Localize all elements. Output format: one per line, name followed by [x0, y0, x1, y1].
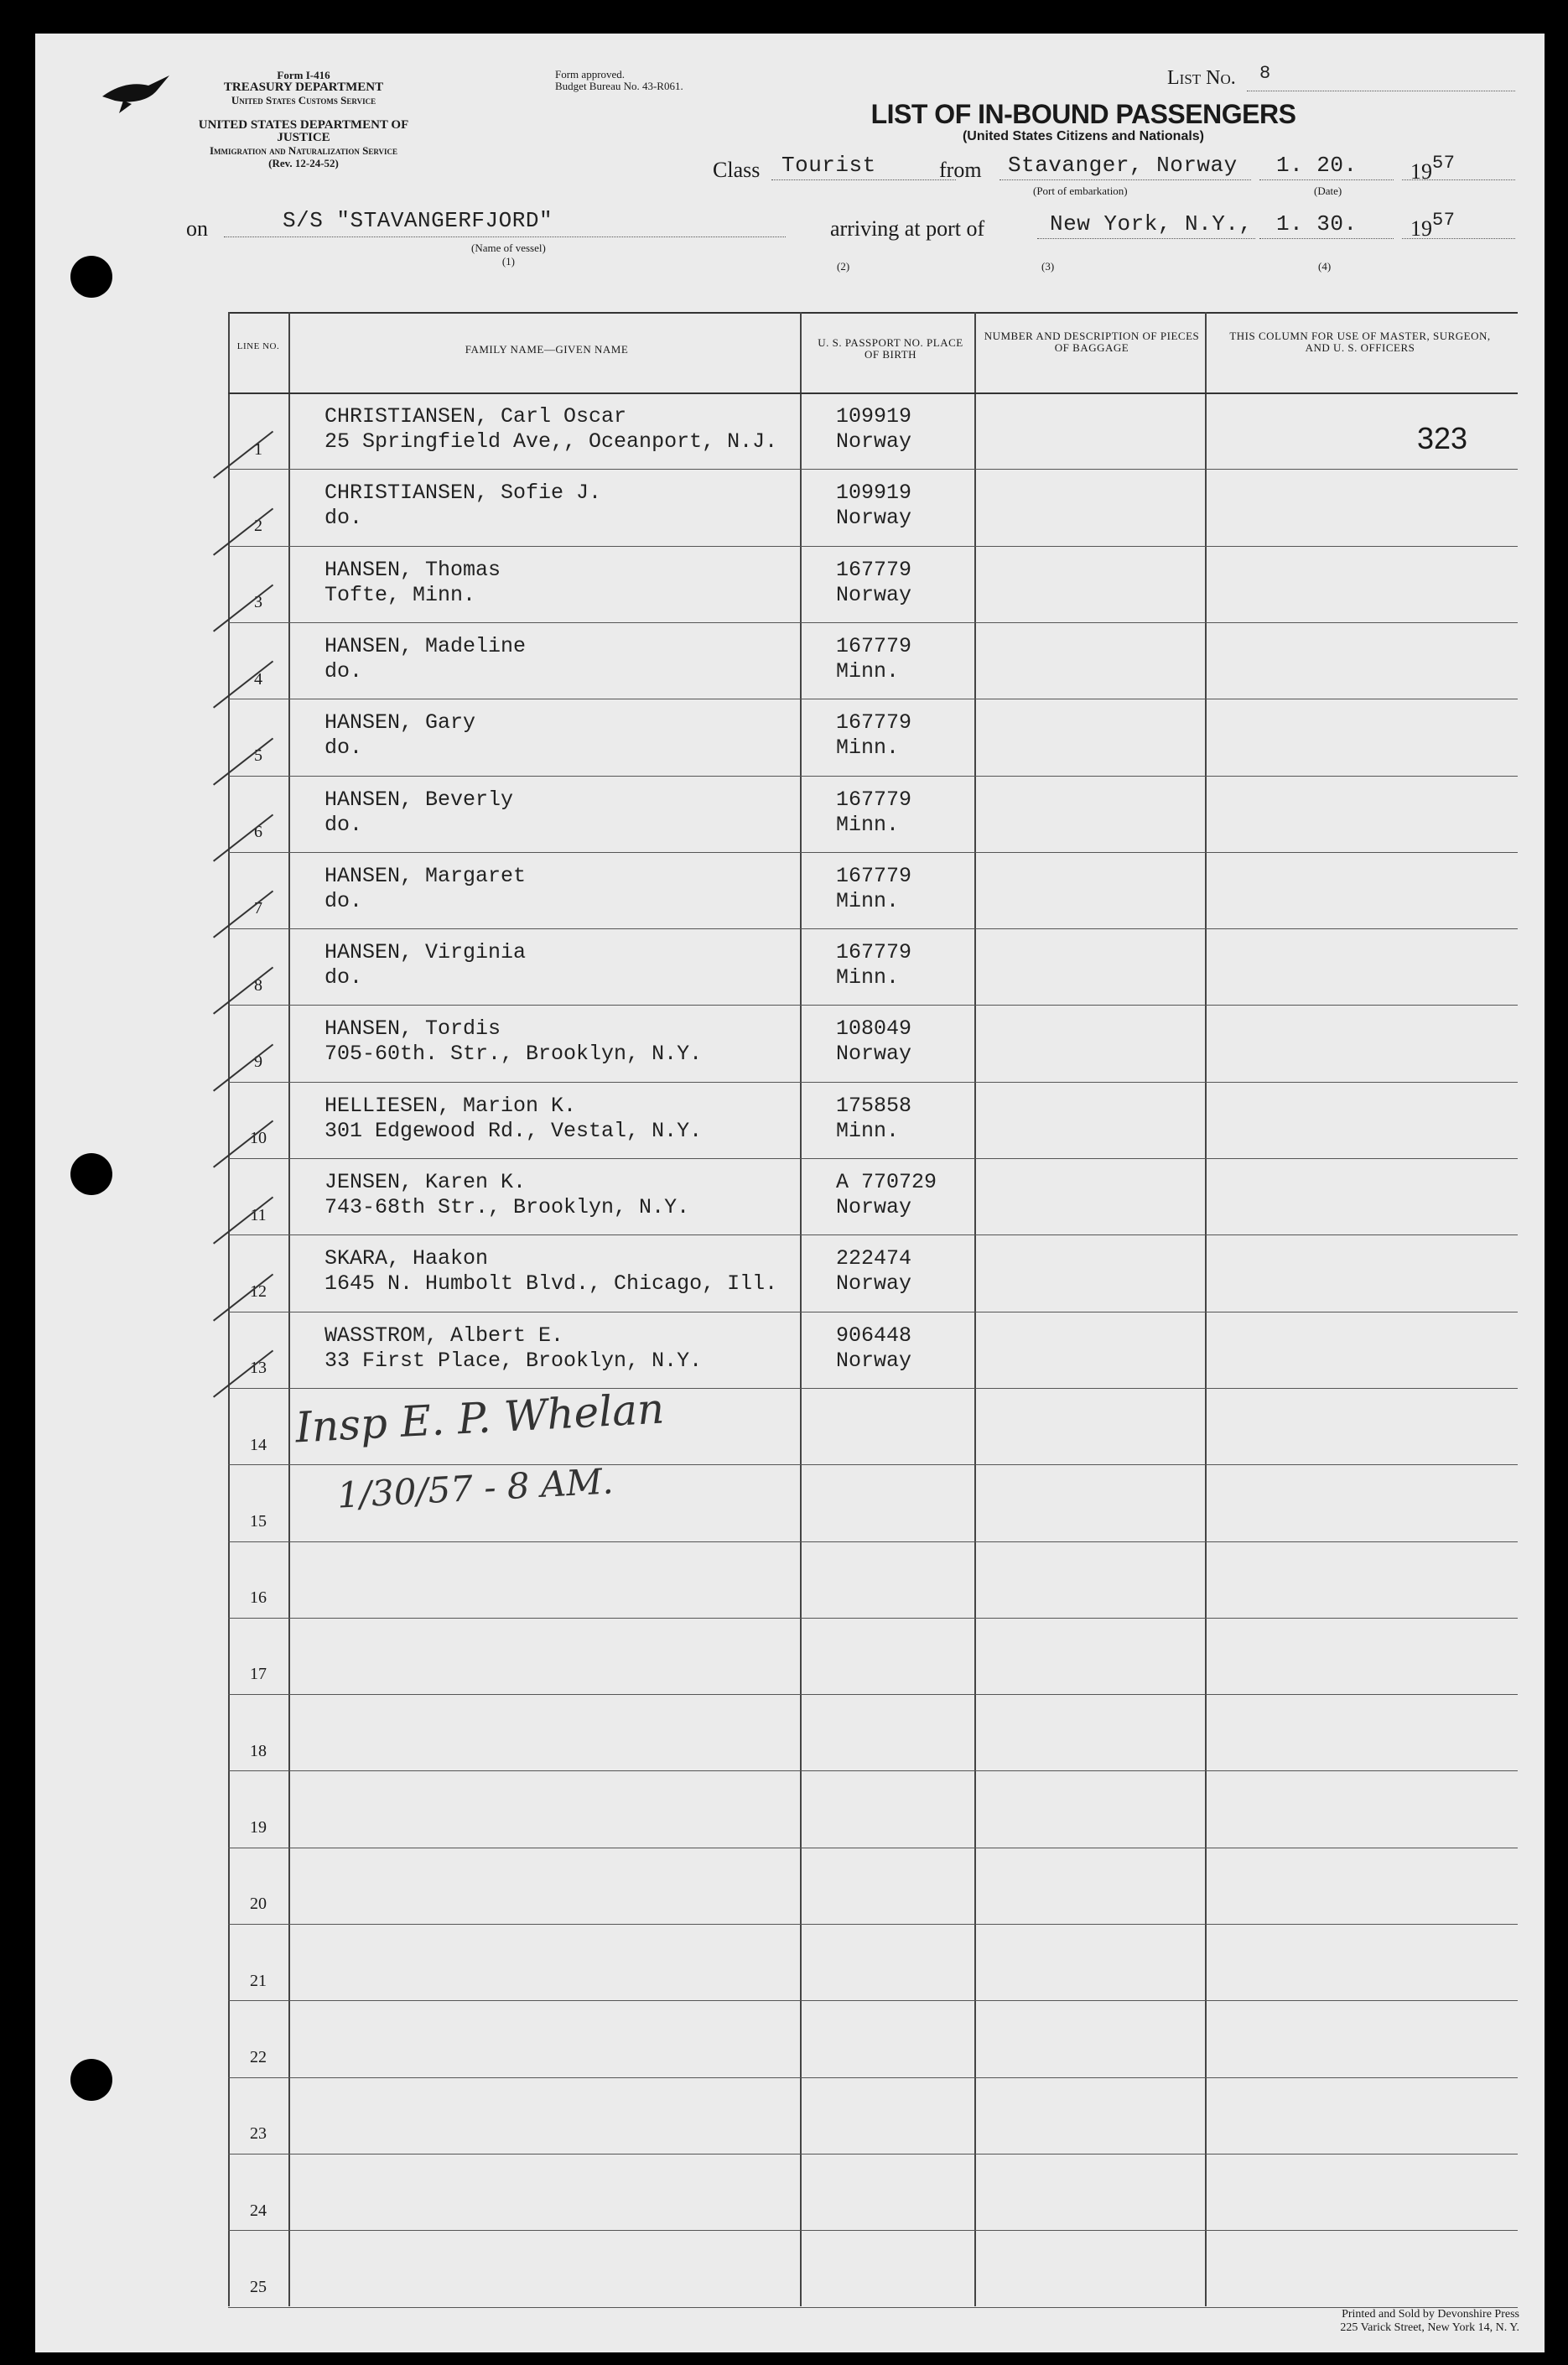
revision: (Rev. 12-24-52) — [268, 157, 339, 169]
place-of-birth: Norway — [836, 1348, 912, 1373]
line-number: 12 — [250, 1281, 267, 1301]
passenger-address: do. — [325, 888, 363, 913]
printer-line1: Printed and Sold by Devonshire Press — [1342, 2308, 1519, 2321]
passenger-address: do. — [325, 658, 363, 684]
row-divider — [228, 1541, 1518, 1542]
passenger-address: 1645 N. Humbolt Blvd., Chicago, Ill. — [325, 1271, 778, 1297]
line-col-divider — [288, 312, 290, 2306]
place-of-birth: Norway — [836, 1271, 912, 1297]
vessel-name: S/S "STAVANGERFJORD" — [283, 208, 553, 233]
passport-col-divider — [974, 312, 976, 2306]
row-divider — [228, 622, 1518, 623]
list-no-label: List No. — [1167, 67, 1236, 89]
line-number: 15 — [250, 1511, 267, 1531]
inspection-signature: Insp E. P. Whelan — [293, 1384, 666, 1453]
line-number: 4 — [254, 669, 262, 689]
row-divider — [228, 2077, 1518, 2078]
passport-number: 167779 — [836, 710, 912, 735]
line-number: 10 — [250, 1129, 267, 1148]
row-divider — [228, 546, 1518, 547]
row-divider — [228, 2000, 1518, 2001]
printer-line2: 225 Varick Street, New York 14, N. Y. — [1340, 2321, 1519, 2334]
passenger-name: HANSEN, Thomas — [325, 557, 501, 582]
line-number: 14 — [250, 1435, 267, 1454]
passenger-name: HANSEN, Tordis — [325, 1016, 501, 1042]
passport-number: 906448 — [836, 1323, 912, 1348]
year2-value: 57 — [1432, 210, 1456, 231]
passport-number: 222474 — [836, 1246, 912, 1271]
passenger-address: do. — [325, 735, 363, 761]
name-col-divider — [800, 312, 802, 2306]
passport-number: 167779 — [836, 633, 912, 658]
passenger-name: WASSTROM, Albert E. — [325, 1323, 564, 1348]
date1-value: 1. 20. — [1276, 153, 1358, 178]
line-number: 19 — [250, 1818, 267, 1837]
port-underline — [1037, 238, 1255, 239]
row-divider — [228, 852, 1518, 853]
table-top-border — [228, 312, 1518, 314]
treasury-dept: TREASURY DEPARTMENT — [223, 81, 384, 94]
passenger-name: HANSEN, Gary — [325, 710, 476, 735]
eagle-emblem-icon — [98, 67, 174, 117]
row-divider — [228, 1924, 1518, 1925]
binder-hole — [70, 2059, 112, 2101]
row-divider — [228, 1158, 1518, 1159]
passenger-address: do. — [325, 812, 363, 837]
date-caption: (Date) — [1314, 185, 1342, 197]
line-number: 18 — [250, 1741, 267, 1760]
passenger-table — [228, 312, 1518, 2306]
passenger-address: 301 Edgewood Rd., Vestal, N.Y. — [325, 1118, 703, 1143]
year2-underline — [1402, 238, 1515, 239]
form-header-justice — [186, 119, 421, 169]
line-number: 6 — [254, 823, 262, 842]
baggage-col-divider — [1205, 312, 1207, 2306]
passenger-address: Tofte, Minn. — [325, 582, 476, 607]
year2-prefix: 19 — [1410, 216, 1432, 241]
date1-underline — [1259, 179, 1394, 180]
place-of-birth: Minn. — [836, 965, 900, 990]
binder-hole — [70, 256, 112, 298]
form-approved: Form approved. — [555, 68, 626, 81]
row-divider — [228, 1005, 1518, 1006]
place-of-birth: Minn. — [836, 888, 900, 913]
line-number: 7 — [254, 899, 262, 918]
col3-num: (3) — [1041, 260, 1055, 273]
binder-hole — [70, 1153, 112, 1195]
line-number: 24 — [250, 2201, 267, 2220]
from-underline — [999, 179, 1251, 180]
place-of-birth: Minn. — [836, 658, 900, 684]
date2-underline — [1259, 238, 1394, 239]
row-divider — [228, 1388, 1518, 1389]
from-value: Stavanger, Norway — [1008, 153, 1238, 178]
class-value: Tourist — [781, 153, 876, 178]
passenger-address: 705-60th. Str., Brooklyn, N.Y. — [325, 1042, 703, 1067]
line-number: 13 — [250, 1359, 267, 1378]
place-of-birth: Minn. — [836, 735, 900, 761]
col-header-officers: THIS COLUMN FOR USE OF MASTER, SURGEON, AND U. S. OFFICERS — [1229, 330, 1491, 354]
passenger-name: SKARA, Haakon — [325, 1246, 489, 1271]
row-divider — [228, 776, 1518, 777]
ins-service: Immigration and Naturalization Service — [209, 144, 398, 157]
passport-number: 175858 — [836, 1093, 912, 1118]
form-number: Form I-416 — [277, 69, 330, 81]
printer-note — [1176, 2308, 1519, 2335]
passport-number: 167779 — [836, 557, 912, 582]
passenger-name: HANSEN, Madeline — [325, 633, 527, 658]
line-number: 5 — [254, 746, 262, 765]
passenger-address: do. — [325, 506, 363, 531]
line-number: 20 — [250, 1895, 267, 1914]
list-no-value: 8 — [1259, 63, 1271, 84]
year1-prefix: 19 — [1410, 159, 1432, 184]
row-divider — [228, 1694, 1518, 1695]
on-label: on — [186, 216, 208, 241]
passenger-name: HANSEN, Margaret — [325, 863, 527, 888]
place-of-birth: Minn. — [836, 812, 900, 837]
line-number: 25 — [250, 2277, 267, 2296]
row-divider — [228, 1770, 1518, 1771]
place-of-birth: Norway — [836, 506, 912, 531]
col-header-passport: U. S. PASSPORT NO. PLACE OF BIRTH — [818, 336, 963, 361]
passenger-name: HANSEN, Virginia — [325, 940, 527, 965]
embark-caption: (Port of embarkation) — [1033, 185, 1128, 197]
form-approval — [555, 69, 683, 92]
passport-number: 167779 — [836, 787, 912, 812]
line-number: 1 — [254, 439, 262, 459]
line-number: 9 — [254, 1053, 262, 1071]
class-underline — [771, 179, 956, 180]
row-divider — [228, 1082, 1518, 1083]
passport-number: 108049 — [836, 1016, 912, 1042]
date2-value: 1. 30. — [1276, 211, 1358, 236]
form-sheet — [35, 34, 1545, 2352]
passenger-address: 33 First Place, Brooklyn, N.Y. — [325, 1348, 703, 1373]
place-of-birth: Norway — [836, 1042, 912, 1067]
line-number: 3 — [254, 593, 262, 612]
vessel-col-num: (1) — [501, 255, 515, 268]
passenger-name: CHRISTIANSEN, Carl Oscar — [325, 404, 627, 429]
place-of-birth: Norway — [836, 429, 912, 454]
line-number: 8 — [254, 975, 262, 995]
port-value: New York, N.Y., — [1050, 211, 1253, 236]
passport-number: 109919 — [836, 404, 912, 429]
vessel-underline — [224, 236, 786, 237]
customs-service: United States Customs Service — [231, 94, 376, 107]
justice-dept: UNITED STATES DEPARTMENT OF JUSTICE — [198, 118, 409, 144]
line-number: 2 — [254, 516, 262, 535]
passport-number: 167779 — [836, 863, 912, 888]
col-header-name: FAMILY NAME—GIVEN NAME — [465, 343, 629, 356]
inspection-date: 1/30/57 - 8 AM. — [335, 1460, 615, 1516]
passenger-name: HANSEN, Beverly — [325, 787, 514, 812]
year1-value: 57 — [1432, 153, 1456, 174]
line-number: 23 — [250, 2124, 267, 2144]
row-divider — [228, 1464, 1518, 1465]
passenger-name: HELLIESEN, Marion K. — [325, 1093, 577, 1118]
class-label: Class — [713, 158, 761, 182]
place-of-birth: Norway — [836, 1195, 912, 1219]
passport-number: 167779 — [836, 940, 912, 965]
row-divider — [228, 928, 1518, 929]
passenger-address: do. — [325, 965, 363, 990]
place-of-birth: Minn. — [836, 1118, 900, 1143]
vessel-caption — [471, 242, 546, 268]
col-header-baggage: NUMBER AND DESCRIPTION OF PIECES OF BAGGAGE — [984, 330, 1200, 354]
col4-num: (4) — [1318, 260, 1332, 273]
row-divider — [228, 1618, 1518, 1619]
line-number: 16 — [250, 1588, 267, 1608]
col-header-line: LINE NO. — [236, 341, 280, 351]
line-number: 17 — [250, 1665, 267, 1684]
budget-bureau: Budget Bureau No. 43-R061. — [555, 80, 683, 92]
form-header-left — [203, 69, 404, 107]
from-label: from — [939, 158, 982, 182]
passport-number: A 770729 — [836, 1170, 937, 1194]
line-number: 21 — [250, 1971, 267, 1990]
row-divider — [228, 2230, 1518, 2231]
page-title: LIST OF IN-BOUND PASSENGERS — [870, 99, 1296, 129]
arriving-label: arriving at port of — [830, 216, 985, 241]
line-number: 11 — [250, 1205, 267, 1224]
place-of-birth: Norway — [836, 582, 912, 607]
passenger-address: 743-68th Str., Brooklyn, N.Y. — [325, 1195, 690, 1219]
col2-num: (2) — [837, 260, 850, 273]
officer-number: 323 — [1417, 421, 1468, 455]
passenger-name: JENSEN, Karen K. — [325, 1170, 527, 1194]
row-divider — [228, 469, 1518, 470]
row-divider — [228, 1234, 1518, 1235]
header-bottom-border — [228, 392, 1518, 394]
line-number: 22 — [250, 2047, 267, 2066]
passenger-address: 25 Springfield Ave,, Oceanport, N.J. — [325, 429, 778, 454]
page-subtitle: (United States Citizens and Nationals) — [962, 129, 1205, 143]
passport-number: 109919 — [836, 481, 912, 506]
vessel-caption-text: (Name of vessel) — [471, 242, 546, 254]
year1-underline — [1402, 179, 1515, 180]
passenger-name: CHRISTIANSEN, Sofie J. — [325, 481, 602, 506]
